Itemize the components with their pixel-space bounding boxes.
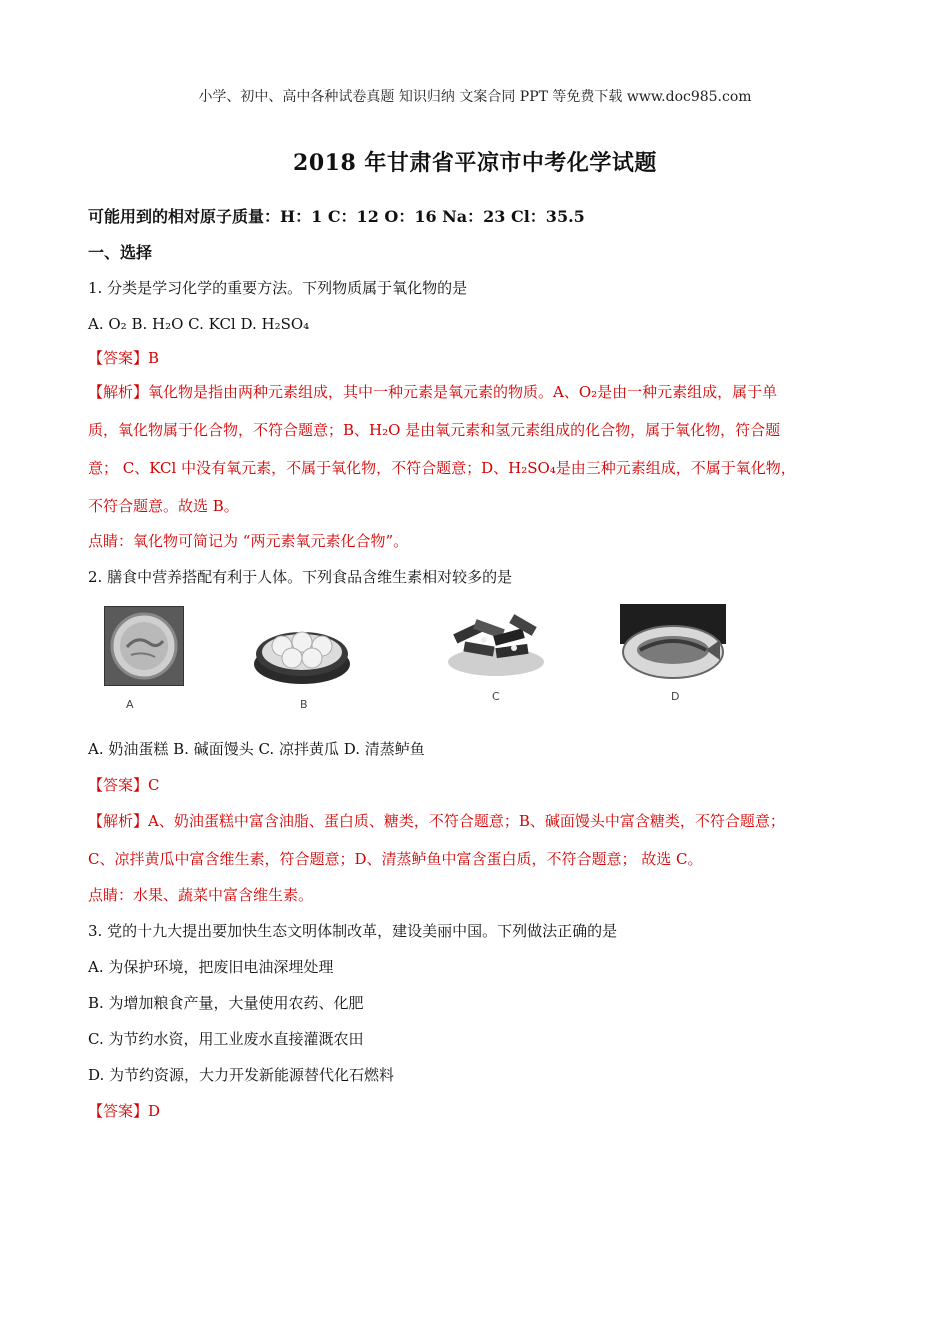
- q1-analysis-line: 意； C、KCl 中没有氧元素，不属于氧化物，不符合题意；D、H₂SO₄是由三种元素组成，不属于氧化物，: [88, 459, 796, 477]
- page-header: 小学、初中、高中各种试卷真题 知识归纳 文案合同 PPT 等免费下载 www.doc985.com: [198, 89, 752, 105]
- q3-option: C. 为节约水资，用工业废水直接灌溉农田: [88, 1030, 364, 1048]
- cucumber-image: [444, 606, 548, 680]
- q2-options: A. 奶油蛋糕 B. 碱面馒头 C. 凉拌黄瓜 D. 清蒸鲈鱼: [88, 740, 425, 758]
- q1-analysis-line: 质，氧化物属于化合物，不符合题意；B、H₂O 是由氧元素和氢元素组成的化合物，属于氧化物，符合题: [88, 421, 781, 439]
- image-label-b: B: [300, 698, 308, 711]
- steamed-bun-image: [252, 606, 352, 686]
- q2-answer: 【答案】C: [88, 776, 160, 794]
- image-label-a: A: [126, 698, 134, 711]
- q2-analysis-line: 【解析】A、奶油蛋糕中富含油脂、蛋白质、糖类，不符合题意；B、碱面馒头中富含糖类，不符合题意；: [88, 812, 785, 830]
- q1-tip: 点睛：氧化物可简记为 “两元素氧元素化合物”。: [88, 532, 409, 550]
- q3-answer: 【答案】D: [88, 1102, 161, 1120]
- cake-image: [104, 606, 184, 686]
- fish-image: [620, 604, 726, 682]
- q1-options: A. O₂ B. H₂O C. KCl D. H₂SO₄: [88, 315, 310, 333]
- image-label-d: D: [671, 690, 680, 703]
- q1-analysis-line: 【解析】氧化物是指由两种元素组成，其中一种元素是氧元素的物质。A、O₂是由一种元素组成，属于单: [88, 383, 778, 401]
- q1-answer: 【答案】B: [88, 349, 160, 367]
- q1-analysis-line: 不符合题意。故选 B。: [88, 497, 239, 515]
- q3-option: A. 为保护环境，把废旧电油深埋处理: [88, 958, 334, 976]
- q2-analysis-line: C、凉拌黄瓜中富含维生素，符合题意；D、清蒸鲈鱼中富含蛋白质，不符合题意； 故选 C。: [88, 850, 703, 868]
- q2-stem: 2. 膳食中营养搭配有利于人体。下列食品含维生素相对较多的是: [88, 568, 513, 586]
- q1-stem: 1. 分类是学习化学的重要方法。下列物质属于氧化物的是: [88, 279, 468, 297]
- q3-stem: 3. 党的十九大提出要加快生态文明体制改革，建设美丽中国。下列做法正确的是: [88, 922, 618, 940]
- q3-option: D. 为节约资源，大力开发新能源替代化石燃料: [88, 1066, 395, 1084]
- atomic-masses-line: 可能用到的相对原子质量：H：1 C：12 O：16 Na：23 Cl：35.5: [88, 207, 585, 226]
- section-heading: 一、选择: [88, 243, 153, 262]
- q2-tip: 点睛：水果、蔬菜中富含维生素。: [88, 886, 314, 904]
- image-label-c: C: [492, 690, 500, 703]
- q3-option: B. 为增加粮食产量，大量使用农药、化肥: [88, 994, 364, 1012]
- page-title: 2018 年甘肃省平凉市中考化学试题: [293, 150, 657, 176]
